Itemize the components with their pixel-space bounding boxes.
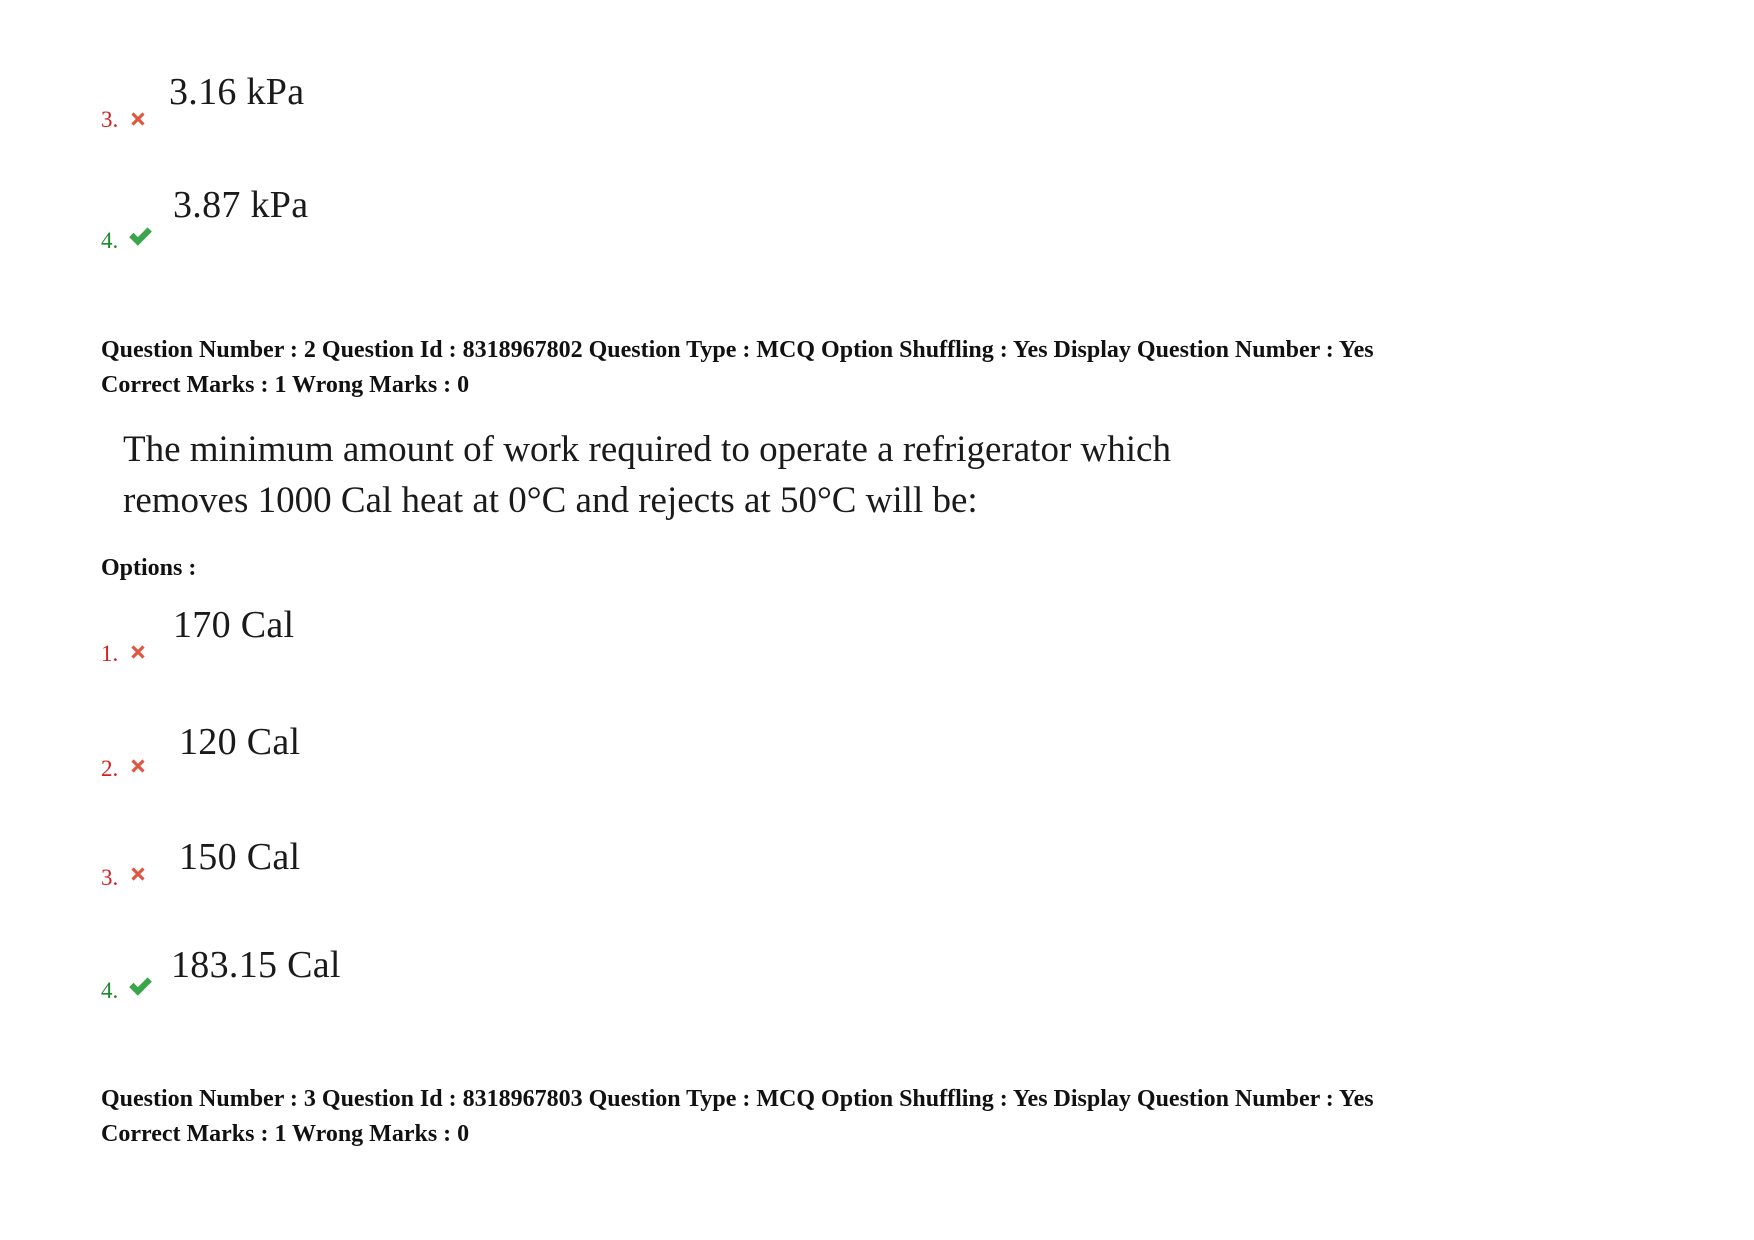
check-icon xyxy=(127,225,153,247)
option-row xyxy=(101,835,801,915)
question-text-line: removes 1000 Cal heat at 0°C and rejects at 50°C will be: xyxy=(123,480,978,521)
check-icon xyxy=(127,975,153,997)
option-number: 2. xyxy=(101,756,119,781)
cross-icon xyxy=(127,641,149,663)
option-number: 3. xyxy=(101,107,119,132)
option-text: 183.15 Cal xyxy=(171,944,341,986)
question-meta-line: Question Number : 3 Question Id : 8318967803 Question Type : MCQ Option Shuffling : Yes Display Question Number : Yes xyxy=(101,1086,1374,1112)
question-meta xyxy=(101,1082,1374,1152)
option-row xyxy=(101,720,801,800)
question-text xyxy=(123,424,1171,526)
cross-icon xyxy=(127,863,149,885)
option-text: 150 Cal xyxy=(179,836,301,878)
question-meta xyxy=(101,333,1374,403)
option-row xyxy=(101,943,801,1023)
option-text: 3.16 kPa xyxy=(169,71,305,113)
options-label: Options : xyxy=(101,555,197,581)
option-row xyxy=(101,183,801,263)
option-text: 3.87 kPa xyxy=(173,184,309,226)
option-text: 120 Cal xyxy=(179,721,301,763)
option-row xyxy=(101,70,801,150)
option-number: 4. xyxy=(101,978,119,1003)
option-number: 3. xyxy=(101,865,119,890)
option-text: 170 Cal xyxy=(173,604,295,646)
marks-line: Correct Marks : 1 Wrong Marks : 0 xyxy=(101,1121,470,1147)
option-number: 4. xyxy=(101,228,119,253)
marks-line: Correct Marks : 1 Wrong Marks : 0 xyxy=(101,372,470,398)
cross-icon xyxy=(127,755,149,777)
option-number: 1. xyxy=(101,641,119,666)
cross-icon xyxy=(127,108,149,130)
question-text-line: The minimum amount of work required to operate a refrigerator which xyxy=(123,429,1171,470)
option-row xyxy=(101,603,801,683)
question-meta-line: Question Number : 2 Question Id : 8318967802 Question Type : MCQ Option Shuffling : Yes Display Question Number : Yes xyxy=(101,337,1374,363)
